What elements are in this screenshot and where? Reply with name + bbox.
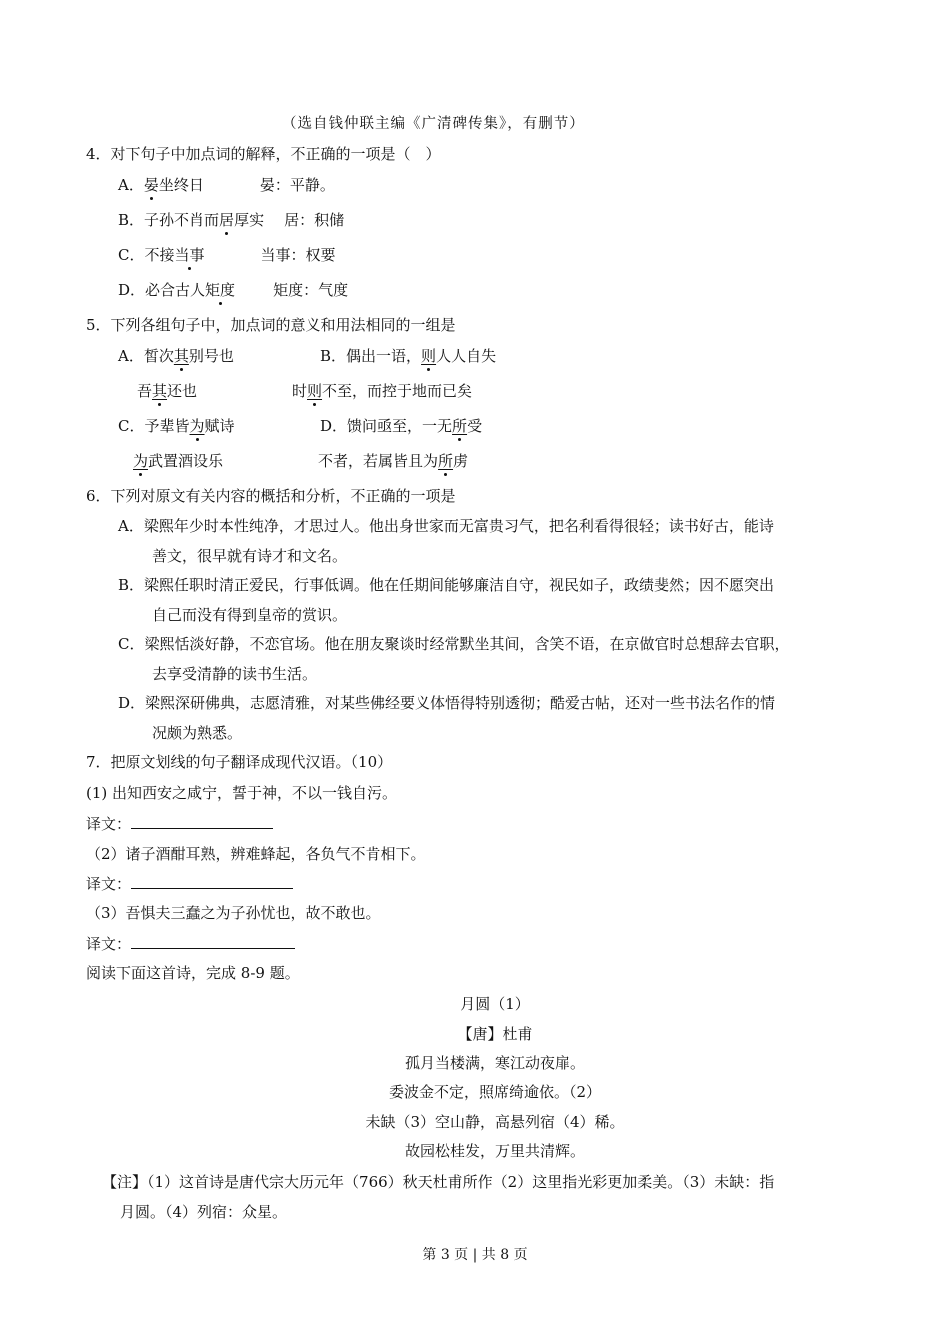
q7-answer-2: 译文： <box>86 874 293 894</box>
q4-stem: 4．对下句子中加点词的解释，不正确的一项是（ ） <box>86 145 441 163</box>
answer-blank[interactable] <box>131 934 295 949</box>
dotted-word: 为 <box>189 417 205 435</box>
q5-option-c-line2: 为武置酒设乐 <box>133 452 224 470</box>
q5-option-b-line1: B．偶出一语，则人人自失 <box>320 347 497 365</box>
q7-stem: 7．把原文划线的句子翻译成现代汉语。（10） <box>86 753 393 771</box>
q5-stem: 5．下列各组句子中，加点词的意义和用法相同的一组是 <box>86 316 456 334</box>
answer-blank[interactable] <box>131 874 293 889</box>
q4-option-d: D．必合古人矩度 矩度：气度 <box>118 281 349 299</box>
q6-stem: 6．下列对原文有关内容的概括和分析，不正确的一项是 <box>86 487 456 505</box>
dotted-word: 所 <box>438 452 454 470</box>
poem-line-3: 未缺（3）空山静，高悬列宿（4）稀。 <box>365 1113 625 1131</box>
poem-title: 月圆（1） <box>460 995 530 1013</box>
q5-option-b-line2: 时则不至，而控于地而已矣 <box>292 382 473 400</box>
q7-sentence-1: (1) 出知西安之咸宁，誓于神，不以一钱自污。 <box>86 784 398 802</box>
dotted-word: 矩度 <box>205 281 236 299</box>
q7-sentence-3: （3）吾惧夫三蠢之为子孙忧也，故不敢也。 <box>86 904 381 922</box>
q6-option-d: D．梁熙深研佛典，志愿清雅，对某些佛经要义体悟得特别透彻；酷爱古帖，还对一些书法名作的情 <box>118 694 776 712</box>
q4-option-c: C．不接当事 当事：权要 <box>118 246 336 264</box>
poem-notes-cont: 月圆。（4）列宿：众星。 <box>120 1203 288 1221</box>
poem-intro: 阅读下面这首诗，完成 8-9 题。 <box>86 964 300 982</box>
dotted-word: 当事 <box>174 246 205 264</box>
q4-option-a: A．晏坐终日 晏：平静。 <box>118 176 335 194</box>
q6-option-a-cont: 善文，很早就有诗才和文名。 <box>152 547 348 565</box>
q6-option-d-cont: 况颇为熟悉。 <box>152 724 243 742</box>
q7-answer-1: 译文： <box>86 814 273 834</box>
q6-option-b: B．梁熙任职时清正爱民，行事低调。他在任期间能够廉洁自守，视民如子，政绩斐然；因不愿突出 <box>118 576 775 594</box>
q6-option-b-cont: 自己而没有得到皇帝的赏识。 <box>152 606 348 624</box>
q5-option-a-line2: 吾其还也 <box>137 382 198 400</box>
dotted-word: 则 <box>307 382 323 400</box>
q6-option-c: C．梁熙恬淡好静，不恋官场。他在朋友聚谈时经常默坐其间，含笑不语，在京做官时总想辞去官职， <box>118 635 790 653</box>
dotted-word: 居 <box>219 211 235 229</box>
dotted-word: 所 <box>452 417 468 435</box>
dotted-word: 晏 <box>143 176 159 194</box>
dotted-word: 为 <box>133 452 149 470</box>
poem-line-1: 孤月当楼满，寒江动夜扉。 <box>404 1054 585 1072</box>
source-note: （选自钱仲联主编《广清碑传集》，有删节） <box>282 116 585 132</box>
poem-line-4: 故园松桂发，万里共清辉。 <box>404 1142 585 1160</box>
poem-author: 【唐】杜甫 <box>457 1025 533 1043</box>
q5-option-d-line1: D．馈问亟至，一无所受 <box>320 417 483 435</box>
poem-notes: 【注】（1）这首诗是唐代宗大历元年（766）秋天杜甫所作（2）这里指光彩更加柔美。（3）未缺：指 <box>102 1173 775 1191</box>
dotted-word: 则 <box>421 347 437 365</box>
answer-blank[interactable] <box>131 814 273 829</box>
q6-option-c-cont: 去享受清静的读书生活。 <box>152 665 318 683</box>
q7-answer-3: 译文： <box>86 934 295 954</box>
poem-line-2: 委波金不定，照席绮逾依。（2） <box>388 1083 602 1101</box>
page-footer: 第 3 页 | 共 8 页 <box>422 1247 528 1263</box>
dotted-word: 其 <box>173 347 189 365</box>
q7-sentence-2: （2）诸子酒酣耳熟，辨难蜂起，各负气不肯相下。 <box>86 845 426 863</box>
q5-option-c-line1: C．予辈皆为赋诗 <box>118 417 235 435</box>
dotted-word: 其 <box>152 382 168 400</box>
q5-option-a-line1: A．皙次其别号也 <box>118 347 234 365</box>
q6-option-a: A．梁熙年少时本性纯净，才思过人。他出身世家而无富贵习气，把名利看得很轻；读书好古，能诗 <box>118 517 774 535</box>
q5-option-d-line2: 不者，若属皆且为所虏 <box>318 452 469 470</box>
q4-option-b: B．子孙不肖而居厚实 居：积储 <box>118 211 345 229</box>
